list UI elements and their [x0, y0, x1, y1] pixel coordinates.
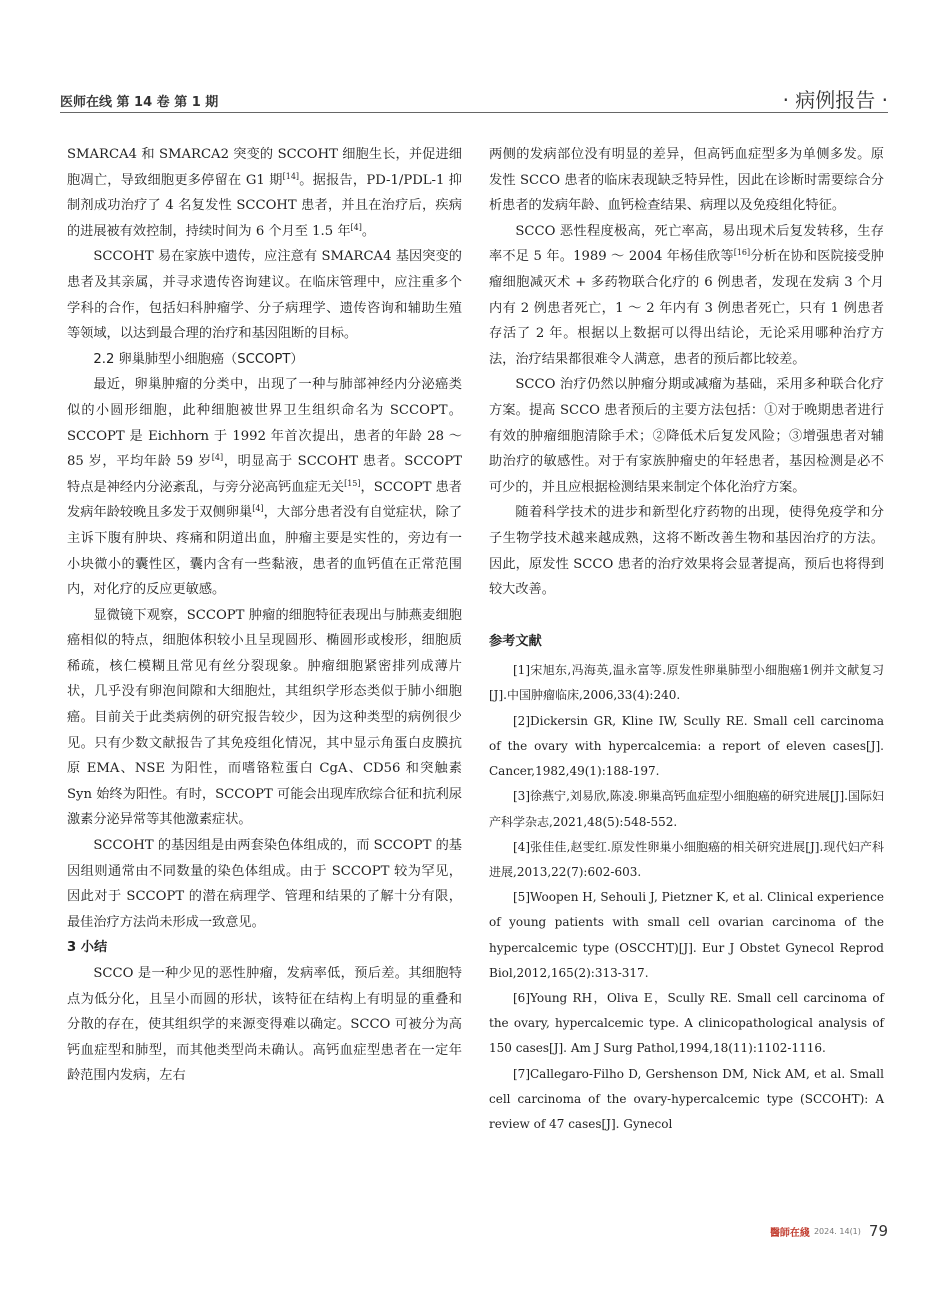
paragraph: SMARCA4 和 SMARCA2 突变的 SCCOHT 细胞生长，并促进细胞凋亡，导致细胞更多停留在 G1 期[14]。据报告，PD-1/PDL-1 抑制剂成功治疗了 4 名复发性 SCCOHT 患者，并且在治疗后，疾病的进展被有效控制，持续时间为 6 个月至 1.5 年[4]。	[67, 147, 462, 239]
journal-logo: 醫師在綫	[769, 1227, 810, 1239]
reference-item: [3]徐燕宁,刘易欣,陈凌.卵巢高钙血症型小细胞癌的研究进展[J].国际妇产科学杂志,2021,48(5):548-552.	[489, 789, 884, 829]
paragraph: 随着科学技术的进步和新型化疗药物的出现，使得免疫学和分子生物学技术越来越成熟，这将不断改善生物和基因治疗的方法。因此，原发性 SCCO 患者的治疗效果将会显著提高，预后也将得到较大改善。	[489, 505, 884, 598]
citation: [15]	[344, 478, 361, 488]
paragraph: SCCO 是一种少见的恶性肿瘤，发病率低，预后差。其细胞特点为低分化，且呈小而圆的形状，该特征在结构上有明显的重叠和分散的存在，使其组织学的来源变得难以确定。SCCO 可被分为高钙血症型和肺型，而其他类型尚未确认。高钙血症型患者在一定年龄范围内发病，左右	[67, 966, 462, 1084]
citation: [4]	[252, 504, 264, 514]
reference-item: [5]Woopen H, Sehouli J, Pietzner K, et al. Clinical experience of young patients with small cell ovarian carcinoma of the hypercalcemic type (OSCCHT)[J]. Eur J Obstet Gynecol Reprod Biol,2012,165(2):313-317.	[489, 890, 884, 980]
reference-item: [7]Callegaro-Filho D, Gershenson DM, Nick AM, et al. Small cell carcinoma of the ovary-hypercalcemic type (SCCOHT): A review of 47 cases[J]. Gynecol	[489, 1066, 884, 1131]
references-heading: 参考文献	[489, 633, 542, 649]
header-divider	[60, 112, 888, 113]
citation: [16]	[733, 248, 751, 258]
citation: [4]	[350, 222, 362, 232]
citation: [14]	[282, 171, 300, 181]
paragraph: SCCOHT 的基因组是由两套染色体组成的，而 SCCOPT 的基因组则通常由不同数量的染色体组成。由于 SCCOPT 较为罕见，因此对于 SCCOPT 的潜在病理学、管理和结果的了解十分有限，最佳治疗方法尚未形成一致意见。	[67, 838, 462, 930]
left-column	[67, 142, 462, 1089]
paragraph: SCCOHT 易在家族中遗传，应注意有 SMARCA4 基因突变的患者及其亲属，并寻求遗传咨询建议。在临床管理中，应注重多个学科的合作，包括妇科肿瘤学、分子病理学、遗传咨询和辅助生殖等领域，以达到最合理的治疗和基因阻断的目标。	[67, 249, 462, 342]
section-heading: 2.2 卵巢肺型小细胞癌（SCCOPT）	[93, 351, 304, 367]
paragraph: 显微镜下观察，SCCOPT 肿瘤的细胞特征表现出与肺燕麦细胞癌相似的特点，细胞体积较小且呈现圆形、椭圆形或梭形，细胞质稀疏，核仁模糊且常见有丝分裂现象。肿瘤细胞紧密排列成薄片状，几乎没有卵泡间隙和大细胞灶，其组织学形态类似于肺小细胞癌。目前关于此类病例的研究报告较少，因为这种类型的病例很少见。只有少数文献报告了其免疫组化情况，其中显示角蛋白皮膜抗原 EMA、NSE 为阳性，而嗜铬粒蛋白 CgA、CD56 和突触素 Syn 始终为阳性。有时，SCCOPT 可能会出现库欣综合征和抗利尿激素分泌异常等其他激素症状。	[67, 607, 462, 828]
journal-header: 医师在线 第 14 卷 第 1 期	[60, 95, 219, 110]
paragraph: SCCO 恶性程度极高，死亡率高，易出现术后复发转移，生存率不足 5 年。1989 ～ 2004 年杨佳欣等[16]分析在协和医院接受肿瘤细胞减灭术 + 多药物联合化疗的 6 例患者，发现在发病 3 个月内有 2 例患者死亡，1 ～ 2 年内有 3 例患者死亡，只有 1 例患者存活了 2 年。根据以上数据可以得出结论，无论采用哪种治疗方法，治疗结果都很难令人满意，患者的预后都比较差。	[489, 223, 884, 367]
section-title: · 病例报告 ·	[782, 88, 888, 112]
reference-item: [2]Dickersin GR, Kline IW, Scully RE. Small cell carcinoma of the ovary with hypercalcemia: a report of eleven cases[J]. Cancer,1982,49(1):188-197.	[489, 713, 884, 779]
paragraph: SCCO 治疗仍然以肿瘤分期或减瘤为基础，采用多种联合化疗方案。提高 SCCO 患者预后的主要方法包括：①对于晚期患者进行有效的肿瘤细胞清除手术；②降低术后复发风险；③增强患者对辅助治疗的敏感性。对于有家族肿瘤史的年轻患者，基因检测是必不可少的，并且应根据检测结果来制定个体化治疗方案。	[489, 377, 884, 495]
reference-item: [1]宋旭东,冯海英,温永富等.原发性卵巢肺型小细胞癌1例并文献复习[J].中国肿瘤临床,2006,33(4):240.	[489, 663, 884, 703]
paragraph: 两侧的发病部位没有明显的差异，但高钙血症型多为单侧多发。原发性 SCCO 患者的临床表现缺乏特异性，因此在诊断时需要综合分析患者的发病年龄、血钙检查结果、病理以及免疫组化特征。	[489, 147, 884, 214]
citation: [4]	[211, 453, 224, 463]
section-heading: 3 小结	[67, 940, 108, 956]
reference-item: [4]张佳佳,赵雯红.原发性卵巢小细胞癌的相关研究进展[J].现代妇产科进展,2013,22(7):602-603.	[489, 839, 884, 879]
right-column	[489, 142, 884, 1137]
issue-label: 2024. 14(1)	[813, 1226, 861, 1236]
page-number: 79	[868, 1222, 888, 1240]
page-footer	[770, 1222, 888, 1240]
reference-item: [6]Young RH，Oliva E，Scully RE. Small cell carcinoma of the ovary, hypercalcemic type. A clinicopathological analysis of 150 cases[J]. Am J Surg Pathol,1994,18(11):1102-1116.	[489, 990, 884, 1056]
paragraph: 最近，卵巢肿瘤的分类中，出现了一种与肺部神经内分泌癌类似的小圆形细胞，此种细胞被世界卫生组织命名为 SCCOPT。SCCOPT 是 Eichhorn 于 1992 年首次提出，患者的年龄 28 ～ 85 岁，平均年龄 59 岁[4]，明显高于 SCCOHT 患者。SCCOPT 特点是神经内分泌紊乱，与旁分泌高钙血症无关[15]，SCCOPT 患者发病年龄较晚且多发于双侧卵巢[4]，大部分患者没有自觉症状，除了主诉下腹有肿块、疼痛和阴道出血，肿瘤主要是实性的，旁边有一小块微小的囊性区，囊内含有一些黏液，患者的血钙值在正常范围内，对化疗的反应更敏感。	[67, 377, 463, 598]
